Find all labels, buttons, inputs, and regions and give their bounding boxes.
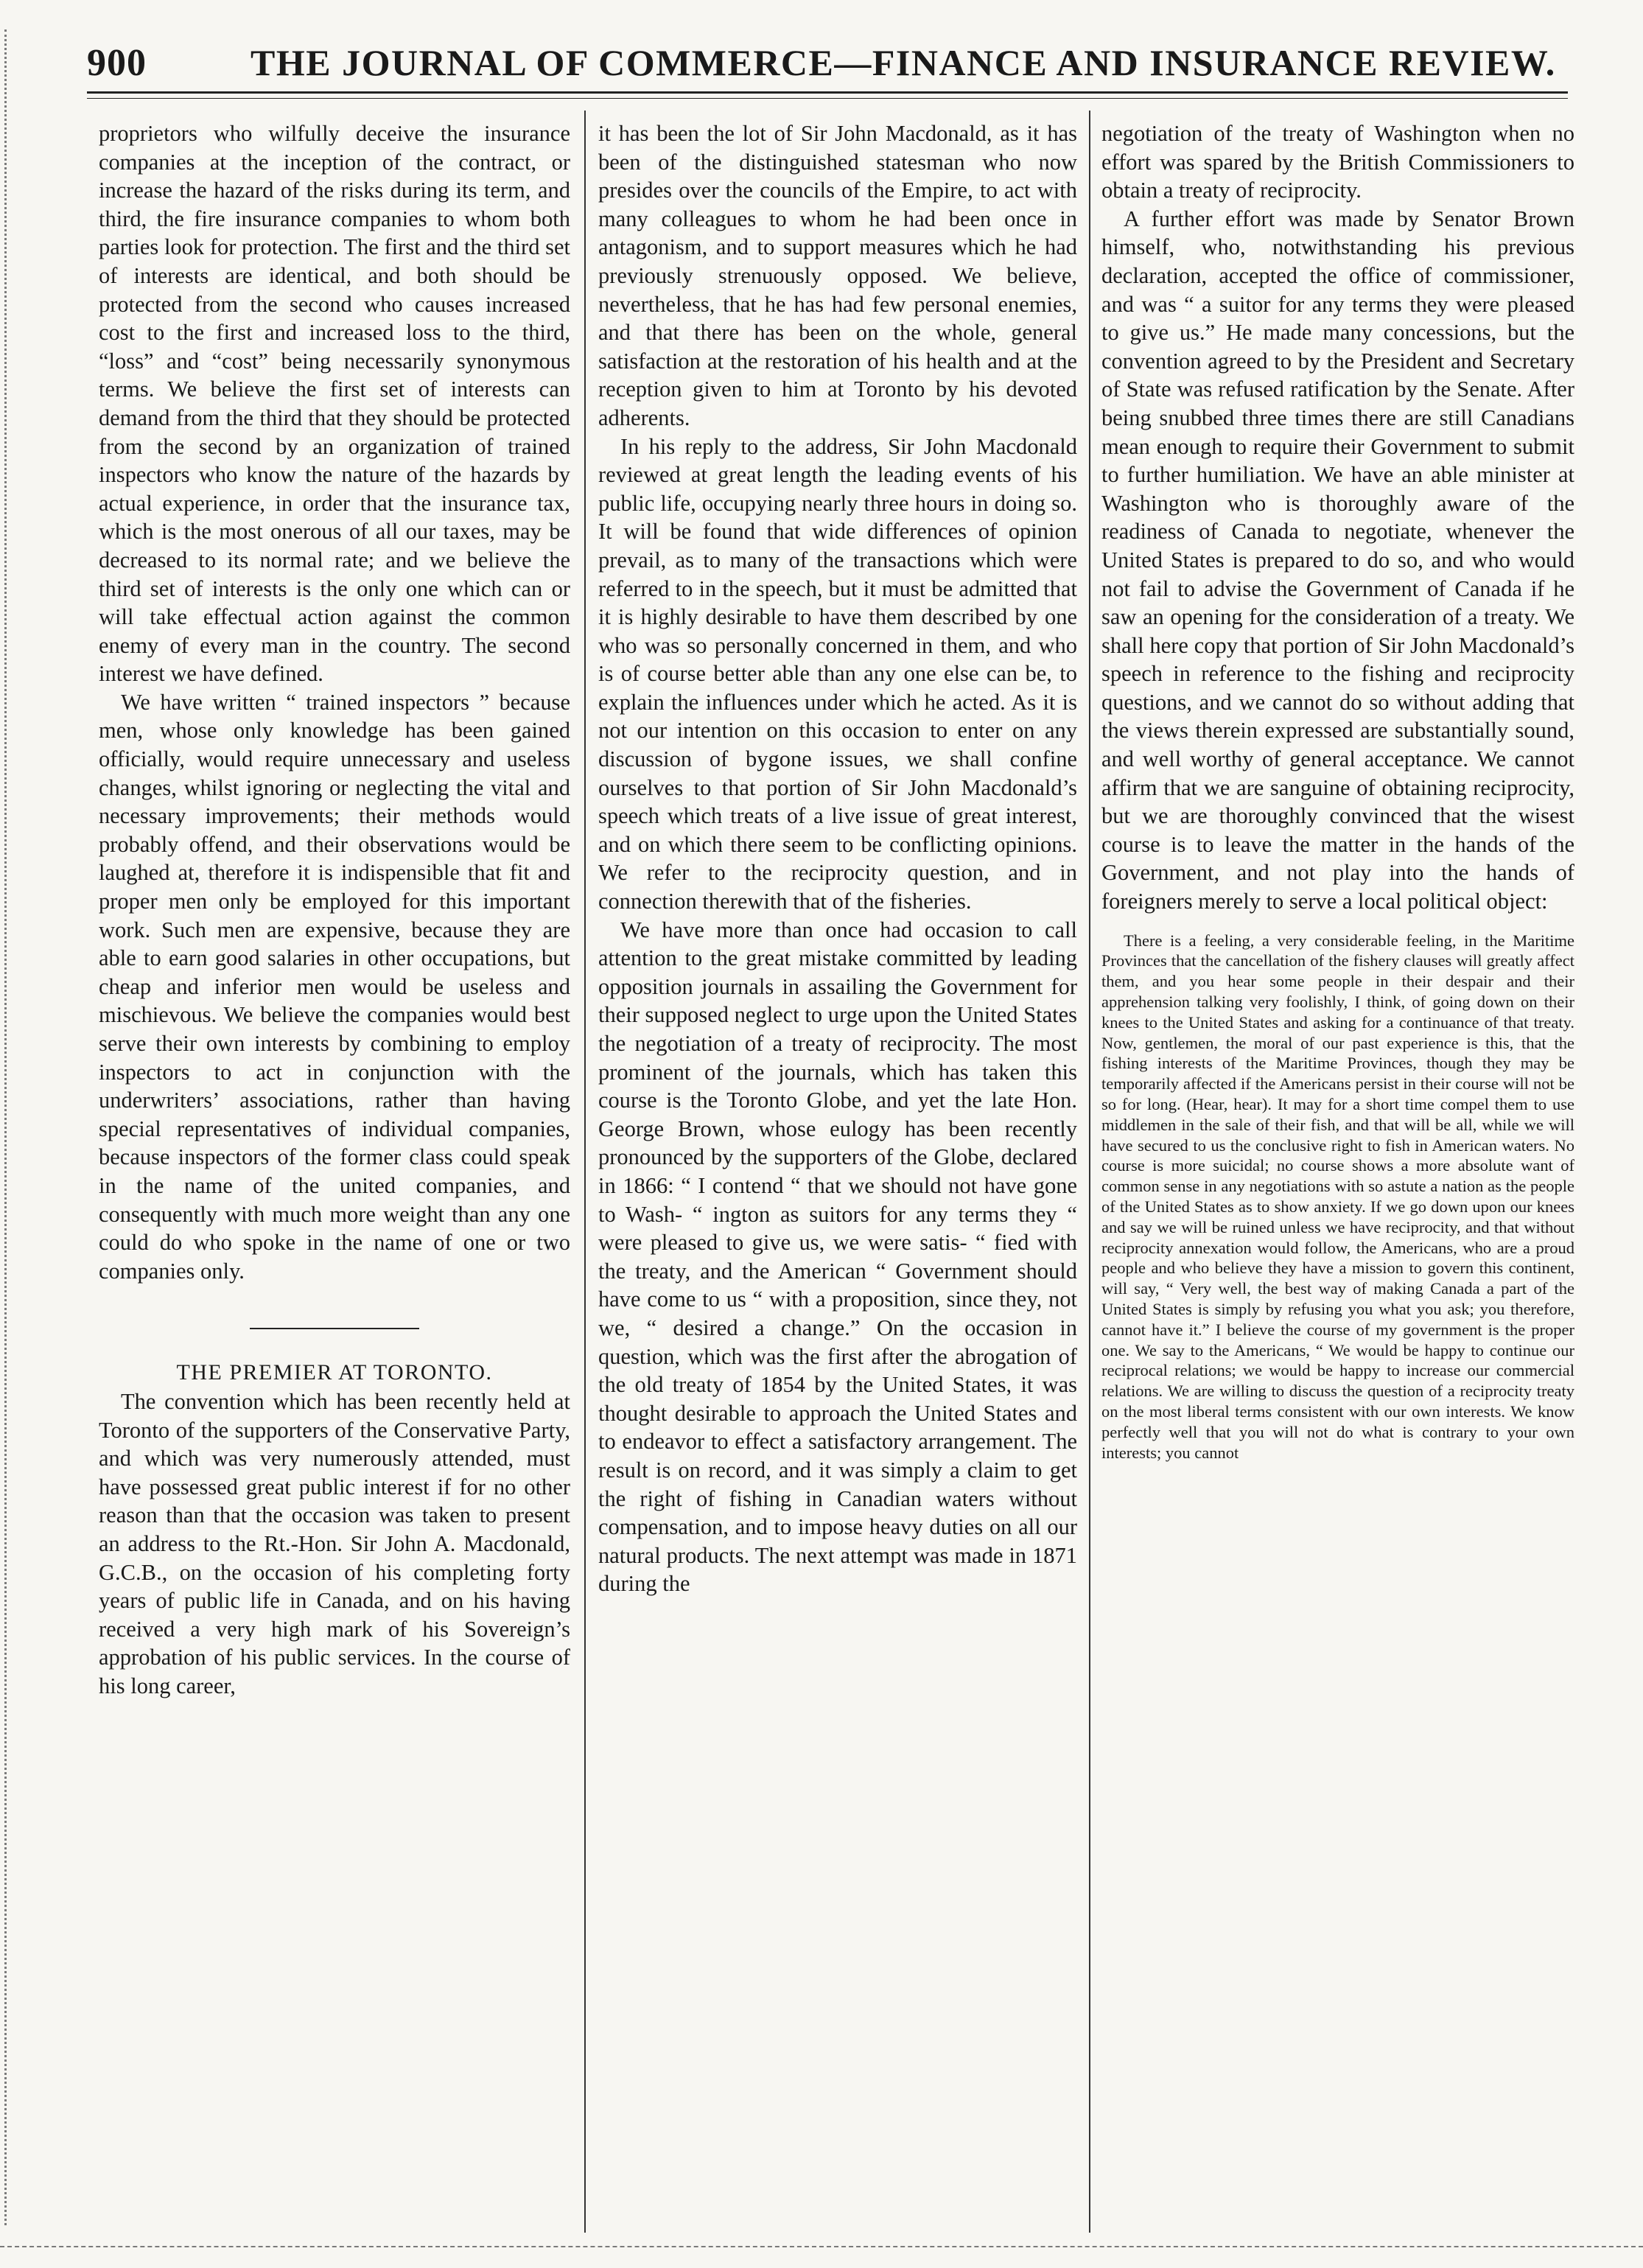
paragraph: We have more than once had occasion to call attention to the great mistake committed by leading opposition journals in assailing the Government for their supposed neglect to urge upon the United States the negotiation of a treaty of reciprocity. The most prominent of the journals, which has taken this course is the Toronto Globe, and yet the late Hon. George Brown, whose eulogy has been recently pronounced by the supporters of the Globe, declared in 1866: “ I contend “ that we should not have gone to Wash- “ ington as suitors for any terms they “ were pleased to give us, we were satis- “ fied with the treaty, and the American “ Government should have come to us “ with a proposition, since they, not we, “ desired a change.” On the occasion in question, which was the first after the abrogation of the old treaty of 1854 by the United States, it was thought desirable to approach the United States and to endeavor to effect a satisfactory arrangement. The result is on record, and it was simply a claim to get the right of fishing in Canadian waters without compensation, and to impose heavy duties on all our natural products. The next attempt was made in 1871 during the [598,917,1077,1597]
paragraph: it has been the lot of Sir John Macdonald, as it has been of the distinguished statesman who now presides over the councils of the Empire, to act with many colleagues to whom he had been once in antagonism, and to support measures which he had previously strenuously opposed. We believe, nevertheless, that he has had few personal enemies, and that there has been on the whole, general satisfaction at the restoration of his health and at the reception given to him at Toronto by his devoted adherents. [598,121,1077,430]
quotation-text: There is a feeling, a very considerable feeling, in the Maritime Provinces that the cancellation of the fishery clauses will greatly affect them, and you hear some people in their despair and their apprehension talking very foolishly, I think, of going down on their knees to the United States and asking for a continuance of that treaty. Now, gentlemen, the moral of our past experience is this, that the fishing interests of the Maritime Provinces, though they may be temporarily affected if the Americans persist in their course will not be so for long. (Hear, hear). It may for a short time compel them to use middlemen in the sale of their fish, and that will be all, while we will have secured to us the conclusive right to fish in American waters. No course is more suicidal; no course shows a more absolute want of common sense in any negotiations with so astute a nation as the people of the United States as to show anxiety. If we go down upon our knees and say we will be ruined unless we have reciprocity, and that without reciprocity annexation would follow, the Americans, who are a proud people and who believe they have a mission to govern this continent, will say, “ Very well, the best way of making Canada a part of the United States is simply by refusing you what you ask; you therefore, cannot have it.” I believe the course of my government is the proper one. We say to the Americans, “ We would be happy to continue our reciprocal relations; we would be happy to increase our commercial relations. We are willing to discuss the question of a reciprocity treaty on the most liberal terms consistent with our own interests. We know perfectly well that you will not do what is contrary to your own interests; you cannot [1101,931,1574,1462]
paragraph: In his reply to the address, Sir John Macdonald reviewed at great length the leading events of his public life, occupying nearly three hours in doing so. It will be found that wide differences of opinion prevail, as to many of the transactions which were referred to in the speech, but it must be admitted that it is highly desirable to have them described by one who was so personally concerned in them, and who is of course better able than any one else can be, to explain the influences under which he acted. As it is not our intention on this occasion to enter on any discussion of bygone issues, we shall confine ourselves to that portion of Sir John Macdonald’s speech which treats of a live issue of great interest, and on which there seem to be conflicting opinions. We refer to the reciprocity question, and in connection therewith that of the fisheries. [598,433,1077,914]
paragraph: proprietors who wilfully deceive the insurance companies at the inception of the contract, or increase the hazard of the risks during its term, and third, the fire insurance companies to whom both parties look for protection. The first and the third set of interests are identical, and both should be protected from the second who causes increased cost to the first and increased loss to the third, “loss” and “cost” being necessarily synonymous terms. We believe the first set of interests can demand from the third that they should be protected from the second by an organization of trained inspectors who know the nature of the hazards by actual experience, in order that the insurance tax, which is the most onerous of all our taxes, may be decreased to its normal rate; and we believe the third set of interests is the only one which can or will take effectual action against the common enemy of every man in the country. The second interest we have defined. [99,121,570,687]
section-heading: THE PREMIER AT TORONTO. [176,1360,493,1385]
paragraph: A further effort was made by Senator Brown himself, who, notwithstanding his previous declaration, accepted the office of commissioner, and was “ a suitor for any terms they were pleased to give us.” He made many concessions, but the convention agreed to by the President and Secretary of State was refused ratification by the Senate. After being snubbed three times there are still Canadians mean enough to require their Government to submit to further humiliation. We have an able minister at Washington who is thoroughly aware of the readiness of Canada to negotiate, whenever the United States is prepared to do so, and who would not fail to advise the Government of Canada if he saw an opening for the consideration of a treaty. We shall here copy that portion of Sir John Macdonald’s speech in reference to the fishing and reciprocity questions, and we cannot do so without adding that the views therein expressed are substantially sound, and well worthy of general acceptance. We cannot affirm that we are sanguine of obtaining reciprocity, but we are thoroughly convinced that the wisest course is to leave the matter in the hands of the Government, and not play into the hands of foreigners merely to serve a local political object: [1101,206,1574,914]
header-rule-thick [87,91,1568,94]
header-rule-thin [87,98,1568,99]
page-edge-left [4,29,7,2225]
paragraph: The convention which has been recently held at Toronto of the supporters of the Conservative Party, and which was very numerously attended, must have possessed great public interest if for no other reason than that the occasion was taken to present an address to the Rt.-Hon. Sir John A. Macdonald, G.C.B., on the occasion of his completing forty years of public life in Canada, and on his having received a very high mark of his Sovereign’s approbation of his public services. In the course of his long career, [99,1388,570,1698]
column-divider-2 [1089,111,1090,2233]
journal-title: THE JOURNAL OF COMMERCE—FINANCE AND INSURANCE REVIEW. [251,42,1556,83]
column-1 [99,119,570,2227]
paragraph: We have written “ trained inspectors ” because men, whose only knowledge has been gained officially, would require unnecessary and useless changes, whilst ignoring or neglecting the vital and necessary improvements; their methods would probably offend, and their observations would be laughed at, therefore it is indispensible that fit and proper men only be employed for this important work. Such men are expensive, because they are able to earn good salaries in other occupations, but cheap and inferior men would be useless and mischievous. We believe the companies would best serve their own interests by combining to employ inspectors to act in conjunction with the underwriters’ associations, rather than having special representatives of individual companies, because inspectors of the former class could speak in the name of the united companies, and consequently with much more weight than any one could do who spoke in the name of one or two companies only. [99,689,570,1284]
column-2 [598,119,1077,2227]
page-number: 900 [87,42,147,84]
section-separator [250,1328,419,1329]
page-header [0,37,1643,96]
column-3 [1101,119,1574,2227]
paragraph: negotiation of the treaty of Washington when no effort was spared by the British Commissioners to obtain a treaty of reciprocity. [1101,121,1574,203]
column-divider-1 [584,111,586,2233]
page-edge-bottom [0,2246,1643,2247]
speech-quotation [1101,931,1574,1463]
